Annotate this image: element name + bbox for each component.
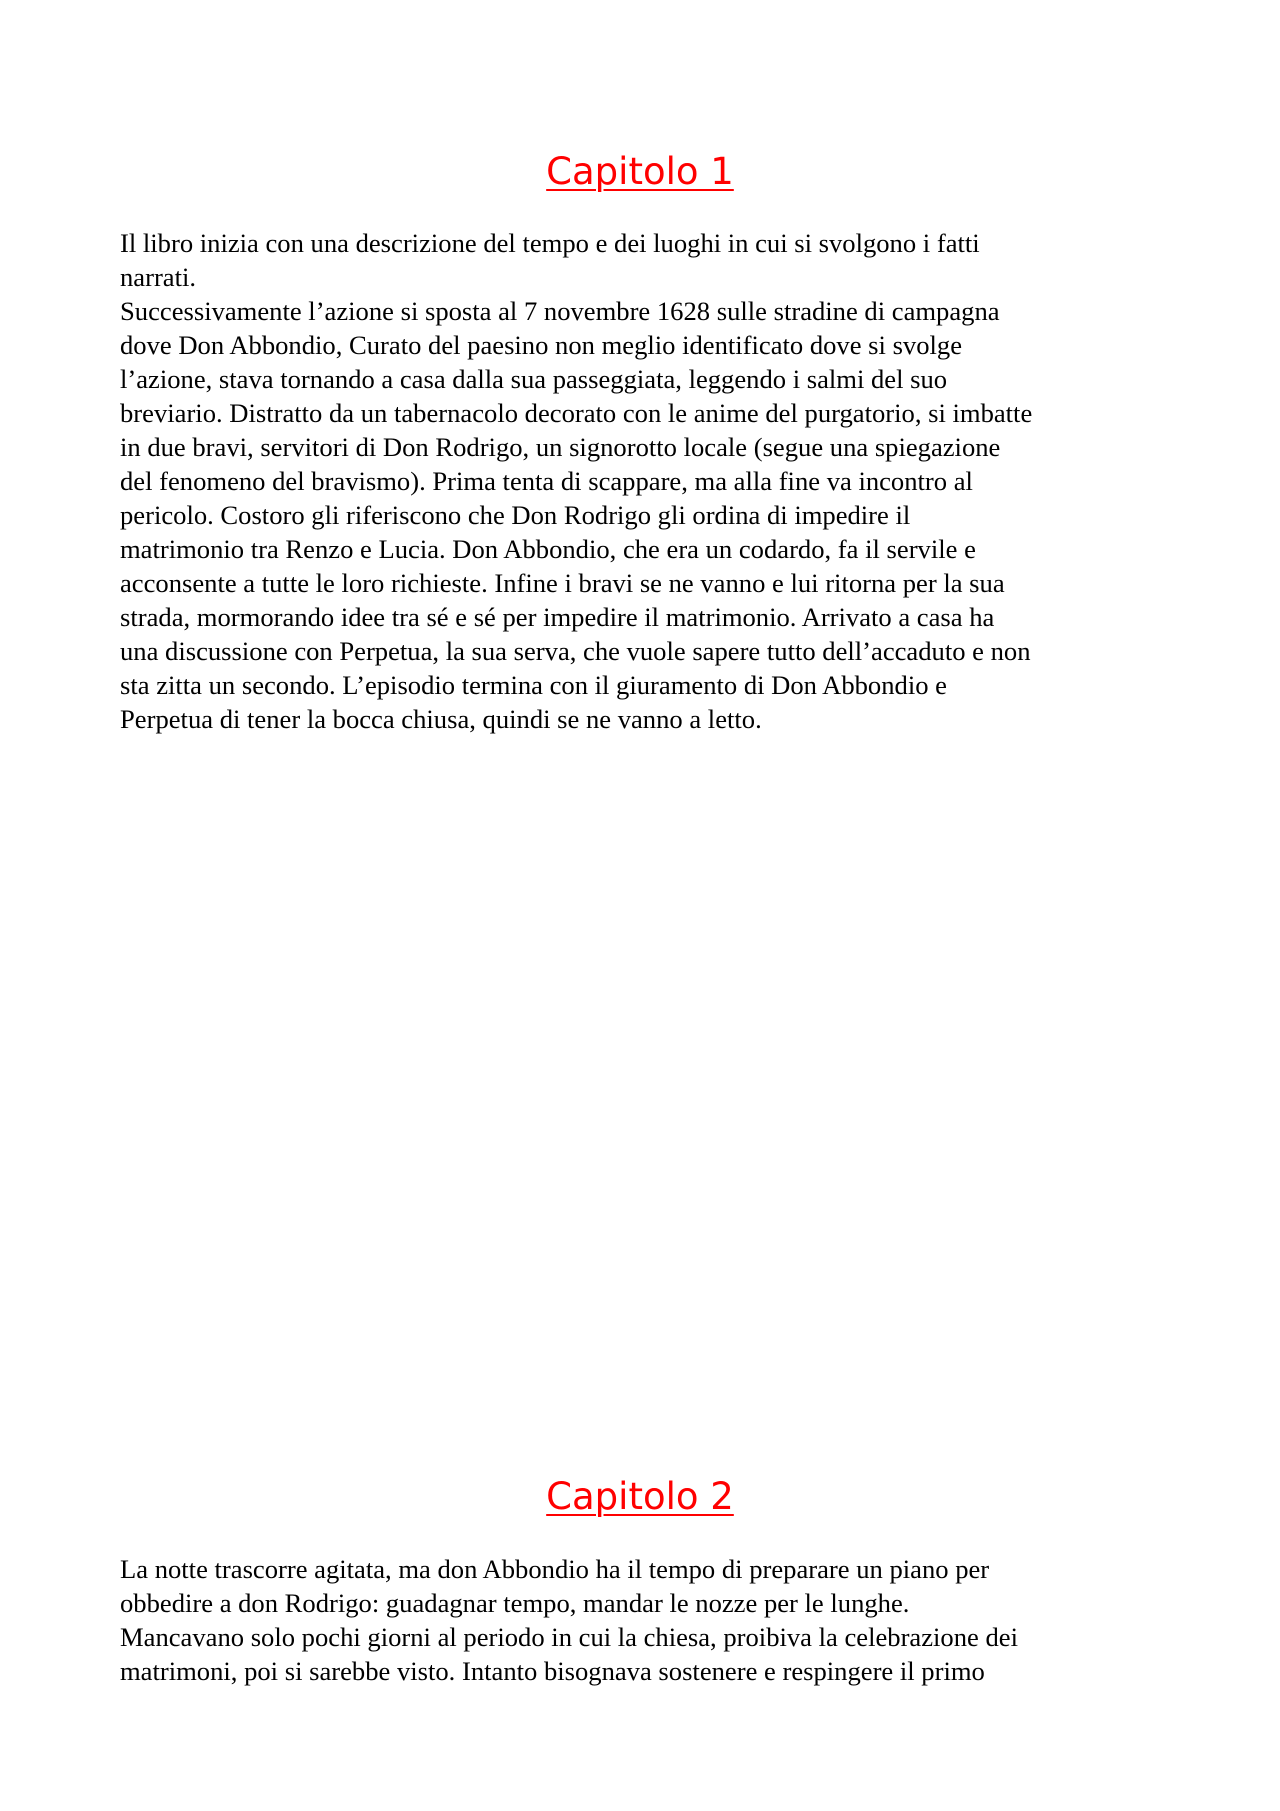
paragraph-line: acconsente a tutte le loro richieste. Infine i bravi se ne vanno e lui ritorna per la sua [120,568,1005,598]
chapter-2-title: Capitolo 2 [546,1475,734,1518]
chapter-1-title: Capitolo 1 [546,150,734,193]
paragraph-line: dove Don Abbondio, Curato del paesino non meglio identificato dove si svolge [120,330,963,360]
paragraph-line: Successivamente l’azione si sposta al 7 novembre 1628 sulle stradine di campagna [120,296,1000,326]
paragraph-line: l’azione, stava tornando a casa dalla sua passeggiata, leggendo i salmi del suo [120,364,948,394]
paragraph-line: Mancavano solo pochi giorni al periodo in cui la chiesa, proibiva la celebrazione dei [120,1622,1018,1652]
paragraph-line: Il libro inizia con una descrizione del tempo e dei luoghi in cui si svolgono i fatti [120,228,980,258]
paragraph-line: una discussione con Perpetua, la sua serva, che vuole sapere tutto dell’accaduto e non [120,636,1031,666]
paragraph-line: pericolo. Costoro gli riferiscono che Don Rodrigo gli ordina di impedire il [120,500,911,530]
paragraph-line: obbedire a don Rodrigo: guadagnar tempo, mandar le nozze per le lunghe. [120,1588,910,1618]
chapter-1-text [120,226,1180,736]
paragraph-line: matrimoni, poi si sarebbe visto. Intanto bisognava sostenere e respingere il primo [120,1656,985,1686]
paragraph-line: strada, mormorando idee tra sé e sé per impedire il matrimonio. Arrivato a casa ha [120,602,995,632]
chapter-2-text [120,1552,1180,1688]
paragraph-line: sta zitta un secondo. L’episodio termina con il giuramento di Don Abbondio e [120,670,947,700]
paragraph-line: del fenomeno del bravismo). Prima tenta di scappare, ma alla fine va incontro al [120,466,973,496]
paragraph-line: in due bravi, servitori di Don Rodrigo, un signorotto locale (segue una spiegazione [120,432,1001,462]
paragraph-line: breviario. Distratto da un tabernacolo decorato con le anime del purgatorio, si imbatte [120,398,1033,428]
paragraph-line: Perpetua di tener la bocca chiusa, quindi se ne vanno a letto. [120,704,762,734]
paragraph-line: narrati. [120,262,197,292]
paragraph-line: matrimonio tra Renzo e Lucia. Don Abbondio, che era un codardo, fa il servile e [120,534,976,564]
paragraph-line: La notte trascorre agitata, ma don Abbondio ha il tempo di preparare un piano per [120,1554,990,1584]
